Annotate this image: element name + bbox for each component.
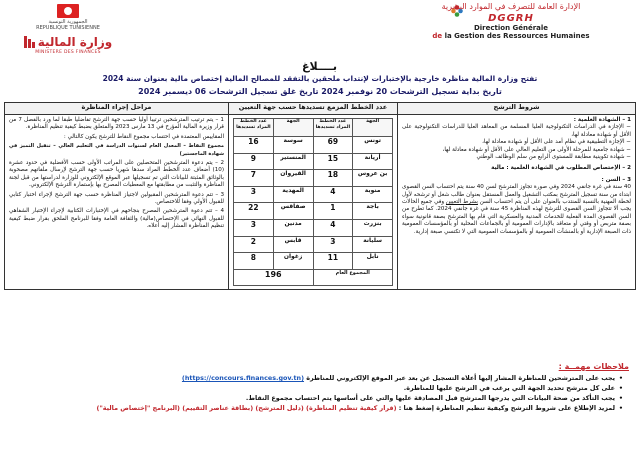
total-value: 196 xyxy=(234,269,314,286)
directorate-name-fr-2: de la Gestion des Ressources Humaines xyxy=(432,32,590,40)
bars-logo-icon xyxy=(24,36,35,48)
link-program[interactable]: (البرنامج "إختصاص مالية") xyxy=(96,404,180,412)
region-name: المهدية xyxy=(273,186,313,203)
region-name: نابل xyxy=(353,253,393,270)
count-col-header: عدد الخطط المراد تسديدها xyxy=(313,119,353,137)
region-count: 18 xyxy=(313,170,353,187)
region-count: 22 xyxy=(234,203,274,220)
region-name: أريانة xyxy=(353,153,393,170)
regions-body xyxy=(234,137,393,270)
region-name: القيروان xyxy=(273,170,313,187)
stage-2: 2 – يتم دعوة المترشحين المتحصلين على المراتب الأولى حسب الأفضلية في حدود عشرة (10) أضعاف عدد الخطط المراد سدها شهريا حسب جهة الترشح لإرسال ملفاتهم مصحوبة بالوثائق المثبتة للبيانات التي تم تسجيلها عبر الموقع الإلكتروني للوزارة لدراستها من قبل لجنة المناظرة والتثبت من مطابقتها مع المعطيات المصرح بها بإستمارة الترشح الإلكتروني. xyxy=(9,160,224,189)
region-count: 3 xyxy=(313,236,353,253)
ministry-name-fr: MINISTERE DES FINANCES xyxy=(35,50,101,55)
region-count: 11 xyxy=(313,253,353,270)
stage-criteria: المقاييس المعتمدة في احتساب مجموع النقاط للترشح يكون كالتالي : xyxy=(63,133,224,140)
ministry-mark xyxy=(24,35,113,49)
directorate-name-fr-1: Direction Générale xyxy=(473,24,549,32)
age-title: 3 – السن : xyxy=(601,176,631,183)
note-item: • يجب على المترشحين للمناظرة المشار إليها أعلاه التسجيل عن بعد عبر الموقع الإلكتروني للمناظرة (https://concours.finances.gov.tn) xyxy=(6,373,623,383)
regions-header: عدد الخطط المزمع تسديدها حسب جهة التعيين xyxy=(229,103,398,115)
degree-list xyxy=(402,124,631,161)
region-count: 2 xyxy=(234,236,274,253)
conditions-header: شروط الترشح xyxy=(398,103,636,115)
degree-item: − شهادة تكوينية مطابقة للمستوى الرابع من سلم الوظائف الوطني xyxy=(402,154,631,161)
total-label: المجموع العام xyxy=(313,269,393,286)
region-count: 3 xyxy=(234,186,274,203)
degree-item: − شهادة جامعية للمرحلة الأولى من التعليم العالي على الأقل أو شهادة معادلة لها، xyxy=(402,147,631,154)
note-item: • لمزيد الإطلاع على شروط الترشح وكيفية تنظيم المناظرة إضغط هنا : (قرار كيفية تنظيم المناظرة) (دليل المترشح) (بطاقة عناصر التقييم) (البرنامج "إختصاص مالية") xyxy=(6,403,623,413)
ministry-name-ar: وزارة المالية xyxy=(37,35,113,49)
stage-4: 4 – تتم دعوة المترشحين المصرح بنجاحهم في الإختبارات الكتابية لإجراء الإختبار الشفاهي للقبول النهائي في الإختصاص(مالية) والثقافة العامة وفقا للبرنامج الملحق بقرار ضبط كيفية تنظيم المناظرة المشار إليه أعلاه. xyxy=(9,208,224,230)
dggrh-logo xyxy=(391,2,631,40)
country-name-fr: REPUBLIQUE TUNISIENNE xyxy=(36,25,100,31)
region-row xyxy=(234,137,393,154)
link-evaluation-card[interactable]: (بطاقة عناصر التقييم) xyxy=(182,404,254,412)
region-name: سليانة xyxy=(353,236,393,253)
region-count: 16 xyxy=(234,137,274,154)
region-name: باجة xyxy=(353,203,393,220)
stages-header: مراحل إجراء المناظرة xyxy=(5,103,229,115)
main-table xyxy=(4,102,636,290)
region-name: سوسة xyxy=(273,137,313,154)
region-count: 4 xyxy=(313,219,353,236)
region-count: 9 xyxy=(234,153,274,170)
degree-item: − الإجازة التطبيقية في نظام أمد على الأقل أو شهادة معادلة لها، xyxy=(402,139,631,146)
region-name: زغوان xyxy=(273,253,313,270)
region-col-header: الجهة xyxy=(273,119,313,137)
note-item: • يجب التأكد من صحة البيانات التي يدرجها المترشح قبل المصادقة عليها والتي على أساسها يتم احتساب مجموع النقاط. xyxy=(6,393,623,403)
notes-section xyxy=(6,362,633,413)
dggrh-acronym: DGGRH xyxy=(488,13,534,24)
degree-title: 1 – الشهادة العلمية : xyxy=(573,117,631,123)
region-row xyxy=(234,253,393,270)
region-row xyxy=(234,153,393,170)
page-title: بــــلاغ xyxy=(301,60,338,73)
link-guide[interactable]: (دليل المترشح) xyxy=(255,404,304,412)
specialty-title: 2 – الإختصاص المطلوب في الشهادة العلمية : مالية xyxy=(491,165,631,172)
region-count: 69 xyxy=(313,137,353,154)
stage-3: 3 – تتم دعوة المترشحين المقبولين لاجتياز المناظرة حسب جهة الترشح لإجراء اختبار كتابي للقبول الأولي وفقا للاختصاص. xyxy=(9,191,224,206)
region-name: مدنين xyxy=(273,219,313,236)
announcement-subtitle: تفتح وزارة المالية مناظرة خارجية بالإختبارات لإنتداب ملحقين بالتفقد للمصالح المالية إختصاص مالية بعنوان سنة 2024 xyxy=(102,74,538,83)
region-count: 3 xyxy=(234,219,274,236)
region-count: 8 xyxy=(234,253,274,270)
notes-title: ملاحظات مهمــة : xyxy=(558,362,629,371)
region-name: منوبة xyxy=(353,186,393,203)
conditions-cell xyxy=(398,115,636,290)
notes-list xyxy=(6,373,633,413)
link-decree[interactable]: (قرار كيفية تنظيم المناظرة) xyxy=(306,404,397,412)
note-item: • على كل مترشح تحديد الجهة التي يرغب في الترشح عليها للمناظرة. xyxy=(6,383,623,393)
region-row xyxy=(234,236,393,253)
region-row xyxy=(234,219,393,236)
header xyxy=(0,0,639,62)
concours-link[interactable]: (https://concours.finances.gov.tn) xyxy=(181,374,305,382)
country-name-ar: الجمهورية التونسية xyxy=(48,19,88,25)
region-count: 15 xyxy=(313,153,353,170)
registration-dates: تاريخ بداية تسجيل الترشحات 20 نوفمبر 2024 تاريخ غلق تسجيل الترشحات 06 ديسمبر 2024 xyxy=(138,87,502,96)
region-row xyxy=(234,170,393,187)
region-name: المنستير xyxy=(273,153,313,170)
age-text: 40 سنة في غرة جانفي 2024 وفي صورة تجاوز المترشح لسن 40 سنة يتم احتساب السن القصوى ابتداء من سنة تسجيل المترشح بمكتب التشغيل والعمل المستقل بعنوان طالب شغل أو ترشحه لأول لخطة المهنية بالنسبة للمنتدب بالعنوان على أن يتم احتساب السن بشرط التعيين وفي جميع الحالات يجب ألا تتجاوز السن القصوى للترشح لهذه المناظرة 45 سنة في غرة جانفي 2024. كما تطرح من السن القصوى المدة الفعلية للخدمات المدنية والعسكرية التي قام بها المترشح بصفة قانونية سواء بصفة متربص أو وقتي أو متعاقد بالإدارات العمومية أو بالجماعات المحلية أو بالمؤسسات العمومية ذات الصبغة الإدارية أو بالمنشآت العمومية أو بالمؤسسات العمومية التي لا تكتسي صبغة إدارية. xyxy=(402,184,632,235)
region-name: تونس xyxy=(353,137,393,154)
count-col-header: عدد الخطط المراد تسديدها xyxy=(234,119,274,137)
region-count: 1 xyxy=(313,203,353,220)
tunisia-flag-icon xyxy=(57,4,79,18)
stages-cell xyxy=(5,115,229,290)
region-name: بن عروس xyxy=(353,170,393,187)
region-count: 7 xyxy=(234,170,274,187)
region-row xyxy=(234,203,393,220)
ministry-logo xyxy=(8,4,128,55)
degree-item: − الإجازة في الدراسات التكنولوجية العليا المسلمة من المعاهد العليا للدراسات التكنولوجية على الأقل أو شهادة معادلة لها، xyxy=(402,124,631,139)
regions-cell xyxy=(229,115,398,290)
stage-1: 1 – يتم ترتيب المترشحين ترتيبا أوليا حسب جهة الترشح تفاضليا طبقا لما ورد بالفصل 7 من قرار وزيرة المالية المؤرخ في 13 مارس 2023 والمتعلق بضبط كيفية تنظيم المناظرة. xyxy=(9,117,224,131)
region-col-header: الجهة xyxy=(353,119,393,137)
regions-table xyxy=(233,118,393,286)
region-name: بنزرت xyxy=(353,219,393,236)
region-name: قابس xyxy=(273,236,313,253)
directorate-name-ar: الإدارة العامة للتصرف في الموارد البشرية xyxy=(441,2,581,11)
region-name: صفاقس xyxy=(273,203,313,220)
region-count: 4 xyxy=(313,186,353,203)
region-row xyxy=(234,186,393,203)
stage-formula: مجموع النقاط – المعدل العام لسنوات الدراسة في التعليم العالي – تنفيل التميز في شهادة الماجستير) xyxy=(9,143,224,157)
